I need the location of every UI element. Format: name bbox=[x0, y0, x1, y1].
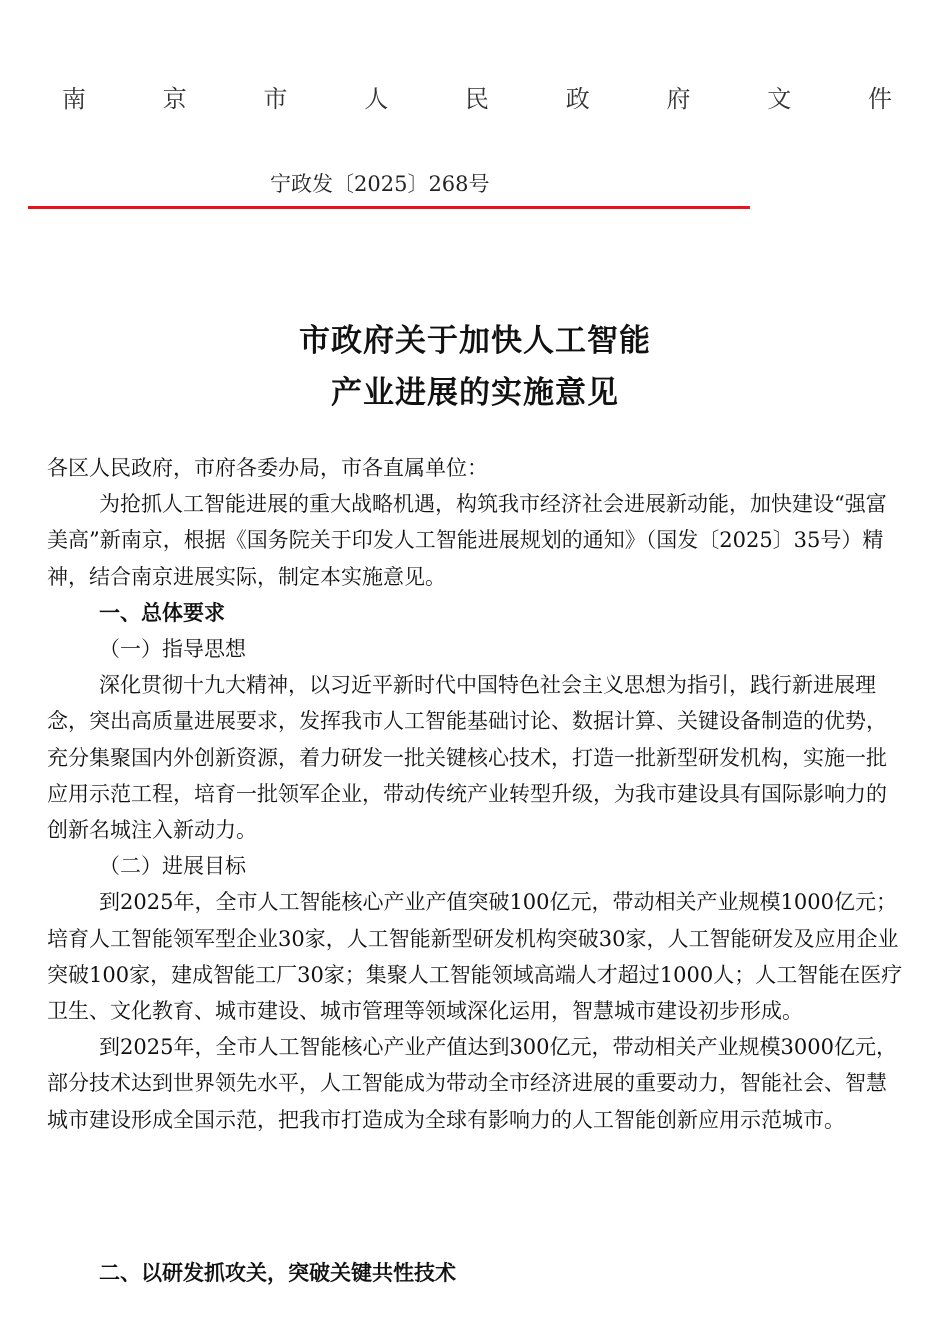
document-title-line-2: 产业进展的实施意见 bbox=[331, 375, 619, 411]
header-char: 市 bbox=[263, 84, 288, 113]
header-char: 南 bbox=[62, 84, 86, 113]
header-char: 府 bbox=[666, 84, 691, 113]
header-char: 京 bbox=[162, 84, 187, 113]
subsection-2-paragraph-1: 到2025年，全市人工智能核心产业产值突破100亿元，带动相关产业规模1000亿元；培育人工智能领军型企业30家，人工智能新型研发机构突破30家，人工智能研发及应用企业突破100家，建成智能工厂30家；集聚人工智能领域高端人才超过1000人；人工智能在医疗卫生、文化教育、城市建设、城市管理等领域深化运用，智慧城市建设初步形成。 bbox=[47, 890, 903, 1024]
subsection-1-heading: （一）指导思想 bbox=[99, 637, 246, 662]
subsection-2-paragraph-2: 到2025年，全市人工智能核心产业产值达到300亿元，带动相关产业规模3000亿元，部分技术达到世界领先水平，人工智能成为带动全市经济进展的重要动力，智能社会、智慧城市建设形成全国示范，把我市打造成为全球有影响力的人工智能创新应用示范城市。 bbox=[47, 1035, 897, 1132]
document-title-line-1: 市政府关于加快人工智能 bbox=[299, 323, 651, 359]
document-header bbox=[62, 80, 892, 112]
header-char: 人 bbox=[364, 84, 389, 113]
header-char: 件 bbox=[868, 84, 892, 113]
intro-paragraph: 为抢抓人工智能进展的重大战略机遇，构筑我市经济社会进展新动能，加快建设“强富美高”新南京，根据《国务院关于印发人工智能进展规划的通知》（国发〔2025〕35号）精神，结合南京进展实际，制定本实施意见。 bbox=[47, 492, 887, 589]
subsection-2-heading: （二）进展目标 bbox=[99, 854, 246, 879]
header-char: 民 bbox=[465, 84, 489, 113]
header-char: 文 bbox=[767, 84, 792, 113]
document-number: 宁政发〔2025〕268号 bbox=[270, 172, 490, 196]
document-body bbox=[47, 450, 907, 1138]
red-divider bbox=[28, 206, 750, 209]
header-char: 政 bbox=[565, 84, 590, 113]
section-1-heading: 一、总体要求 bbox=[99, 600, 225, 625]
salutation: 各区人民政府，市府各委办局，市各直属单位： bbox=[47, 456, 488, 480]
subsection-1-paragraph: 深化贯彻十九大精神，以习近平新时代中国特色社会主义思想为指引，践行新进展理念，突出高质量进展要求，发挥我市人工智能基础讨论、数据计算、关键设备制造的优势，充分集聚国内外创新资源，着力研发一批关键核心技术，打造一批新型研发机构，实施一批应用示范工程，培育一批领军企业，带动传统产业转型升级，为我市建设具有国际影响力的创新名城注入新动力。 bbox=[47, 673, 887, 843]
section-2-heading: 二、以研发抓攻关，突破关键共性技术 bbox=[99, 1261, 456, 1285]
